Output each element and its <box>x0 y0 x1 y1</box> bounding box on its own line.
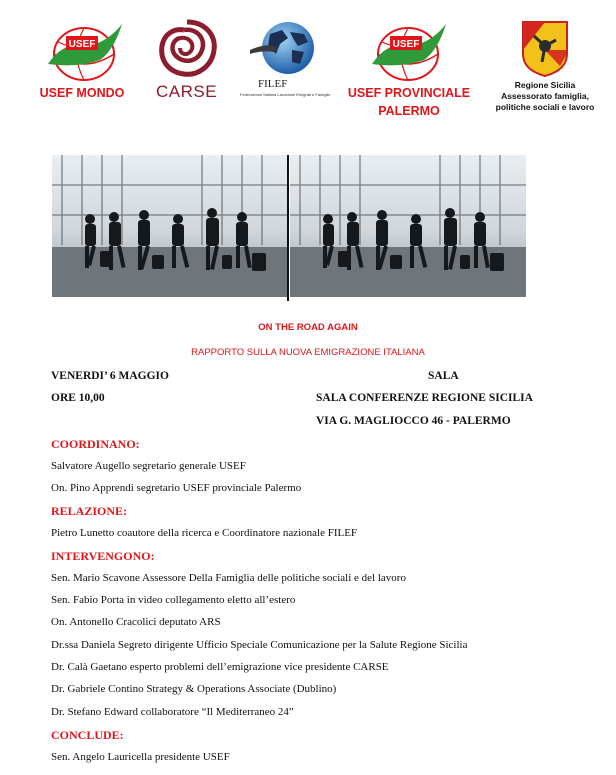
usef-provinciale-caption-line2: PALERMO <box>378 104 440 118</box>
usef-badge-text: USEF <box>68 39 96 50</box>
venue-label: SALA <box>428 370 459 382</box>
list-item: Sen. Angelo Lauricella presidente USEF <box>51 751 230 763</box>
travelers-silhouette-photo-right <box>290 155 526 297</box>
event-date: VENERDI’ 6 MAGGIO <box>51 370 169 382</box>
usef-provinciale-caption-line1: USEF PROVINCIALE <box>347 86 471 100</box>
regione-caption-line2: Assessorato famiglia, <box>501 91 589 101</box>
event-subtitle: RAPPORTO SULLA NUOVA EMIGRAZIONE ITALIANA <box>191 347 425 358</box>
list-item: Dr. Stefano Edward collaboratore “Il Mediterraneo 24” <box>51 706 294 718</box>
filef-globe-icon <box>248 20 320 76</box>
usef-sicily-globe-icon <box>368 20 450 84</box>
list-item: Sen. Fabio Porta in video collegamento eletto all’estero <box>51 594 296 606</box>
regione-caption-line3: politiche sociali e lavoro <box>495 102 595 112</box>
list-item: Dr. Calà Gaetano esperto problemi dell’emigrazione vice presidente CARSE <box>51 661 389 673</box>
usef-sicily-globe-icon <box>44 20 126 84</box>
logo-usef-mondo <box>30 20 134 102</box>
list-item: Salvatore Augello segretario generale USEF <box>51 460 246 472</box>
list-item: On. Pino Apprendi segretario USEF provinciale Palermo <box>51 482 302 494</box>
filef-caption: FILEF <box>258 78 288 90</box>
usef-badge-text: USEF <box>392 39 420 50</box>
list-item: Dr.ssa Daniela Segreto dirigente Ufficio Speciale Comunicazione per la Salute Regione Sicilia <box>51 639 468 651</box>
usef-mondo-caption: USEF MONDO <box>39 86 125 100</box>
section-heading-intervengono: INTERVENGONO: <box>51 549 155 563</box>
list-item: Dr. Gabriele Contino Strategy & Operations Associate (Dublino) <box>51 683 337 695</box>
list-item: Sen. Mario Scavone Assessore Della Famiglia delle politiche sociali e del lavoro <box>51 572 406 584</box>
trinacria-shield-icon <box>520 20 570 78</box>
section-heading-conclude: CONCLUDE: <box>51 728 124 742</box>
carse-caption: CARSE <box>156 82 218 101</box>
venue-address: VIA G. MAGLIOCCO 46 - PALERMO <box>316 415 511 427</box>
carse-swirl-icon <box>154 18 220 80</box>
list-item: Pietro Lunetto coautore della ricerca e Coordinatore nazionale FILEF <box>51 527 358 539</box>
logo-usef-provinciale <box>340 20 478 120</box>
event-title: ON THE ROAD AGAIN <box>258 322 358 333</box>
travelers-silhouette-photo-left <box>52 155 288 297</box>
event-time: ORE 10,00 <box>51 392 105 404</box>
banner-divider <box>287 155 289 301</box>
logo-carse <box>148 18 228 104</box>
filef-subtitle: Federazione Italiana Lavoratori Emigrati e Famiglie <box>240 92 331 97</box>
photo-banner <box>52 155 526 297</box>
logo-filef <box>238 18 334 104</box>
logo-regione-sicilia <box>490 20 600 120</box>
list-item: On. Antonello Cracolici deputato ARS <box>51 616 221 628</box>
section-heading-coordinano: COORDINANO: <box>51 437 140 451</box>
venue-name: SALA CONFERENZE REGIONE SICILIA <box>316 392 533 404</box>
section-heading-relazione: RELAZIONE: <box>51 504 128 518</box>
regione-caption-line1: Regione Sicilia <box>514 80 576 90</box>
